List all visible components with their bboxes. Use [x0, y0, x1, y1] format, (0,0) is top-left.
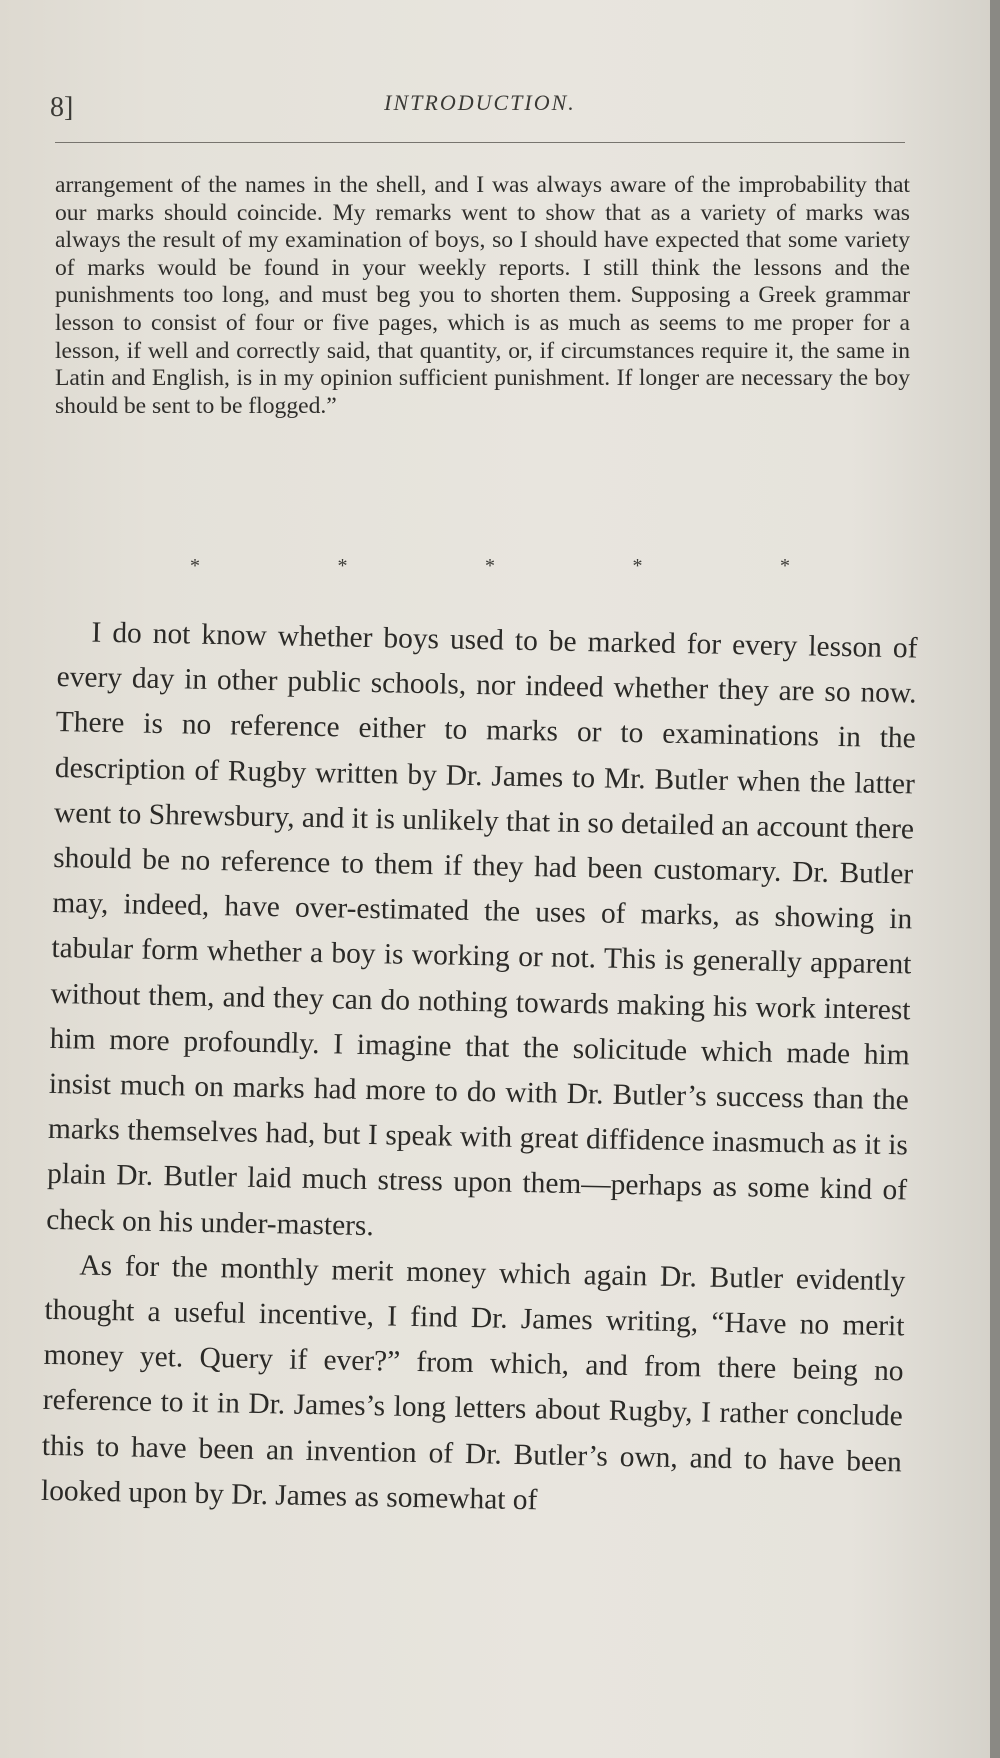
page-number: 8]	[50, 92, 74, 123]
separator-star: *	[632, 555, 643, 577]
separator-star: *	[190, 555, 200, 577]
quoted-letter-paragraph: arrangement of the names in the shell, and I was always aware of the improbability that our marks should coincide. My remarks went to show that as a variety of marks was always the result of my examination of boys, so I should have expected that some variety of marks would be found in your weekly reports. I still think the lessons and the punishments too long, and must beg you to shorten them. Supposing a Greek grammar lesson to consist of four or five pages, which is as much as seems to me proper for a lesson, if well and correctly said, that quantity, or, if circumstances require it, the same in Latin and English, is in my opinion sufficient punishment. If longer are necessary the boy should be sent to be flogged.”	[55, 172, 910, 419]
section-separator	[190, 555, 790, 578]
body-paragraph-1: I do not know whether boys used to be marked for every lesson of every day in other public schools, nor indeed whether they are so now. There is no reference either to marks or to examinations in the description of Rugby written by Dr. James to Mr. Butler when the latter went to Shrewsbury, and it is unlikely that in so detailed an account there should be no reference to them if they had been customary. Dr. Butler may, indeed, have over-estimated the uses of marks, as showing in tabular form whether a boy is working or not. This is generally apparent without them, and they can do nothing towards making his work interest him more profoundly. I imagine that the solicitude which made him insist much on marks had more to do with Dr. Butler’s success than the marks themselves had, but I speak with great diffidence inasmuch as it is plain Dr. Butler laid much stress upon them—perhaps as some kind of check on his under-masters.	[45, 616, 918, 1242]
running-head: INTRODUCTION.	[384, 90, 576, 115]
separator-star: *	[485, 555, 495, 577]
separator-star: *	[780, 555, 790, 577]
body-paragraph-2: As for the monthly merit money which again Dr. Butler evidently thought a useful incentive, I find Dr. James writing, “Have no merit money yet. Query if ever?” from which, and from there being no reference to it in Dr. James’s long letters about Rugby, I rather conclude this to have been an invention of Dr. Butler’s own, and to have been looked upon by Dr. James as somewhat of	[40, 1249, 906, 1517]
header-rule	[55, 142, 905, 143]
page-header	[50, 82, 910, 132]
body-text	[41, 610, 918, 1530]
separator-star: *	[337, 555, 348, 577]
page-edge	[990, 0, 1000, 1758]
